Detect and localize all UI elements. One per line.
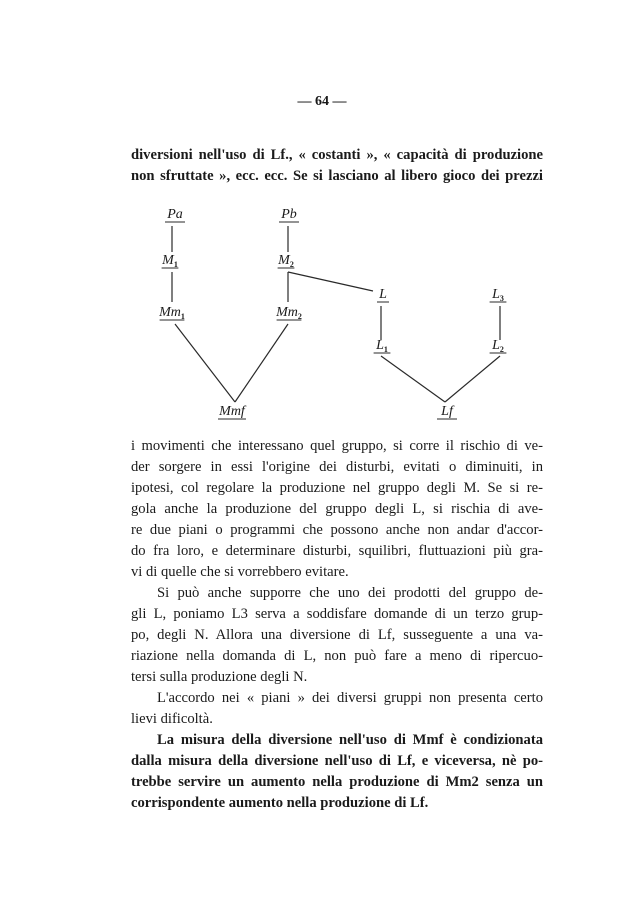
page-number: — 64 — bbox=[297, 94, 347, 109]
diagram-edge-m2-l bbox=[288, 272, 373, 291]
text-line: vi di quelle che si vorrebbero evitare. bbox=[131, 564, 349, 580]
diagram-edges bbox=[172, 226, 500, 402]
node-label: $M_2$ bbox=[278, 253, 294, 269]
text-line: riazione nella domanda di L, non può fare a meno di ripercuo- bbox=[131, 648, 543, 664]
text-line: tersi sulla produzione degli N. bbox=[131, 669, 308, 685]
text-line: re due piani o programmi che possono anche non andar d'accor- bbox=[131, 522, 543, 538]
diagram-node-lf bbox=[437, 404, 457, 419]
text-line: i movimenti che interessano quel gruppo, si corre il rischio di ve- bbox=[131, 438, 543, 454]
diagram-node-mm1 bbox=[158, 305, 185, 321]
diagram-node-pb bbox=[279, 207, 299, 222]
text-line: do fra loro, e determinare disturbi, squilibri, fluttuazioni più gra- bbox=[131, 543, 543, 559]
text-line: lievi dificoltà. bbox=[131, 711, 213, 727]
diagram-node-pa bbox=[165, 207, 185, 222]
diagram-node-l1 bbox=[374, 338, 391, 354]
text-line: corrispondente aumento nella produzione di Lf. bbox=[131, 795, 429, 811]
node-label: Pa bbox=[167, 207, 183, 222]
bottom-paragraph bbox=[131, 436, 543, 814]
text-line: Si può anche supporre che uno dei prodotti del gruppo de- bbox=[157, 585, 543, 601]
text-line: diversioni nell'uso di Lf., « costanti », « capacità di produzione bbox=[131, 147, 543, 163]
diagram-edge-l2-lf bbox=[445, 356, 500, 402]
text-line: dalla misura della diversione nell'uso di Lf, e viceversa, nè po- bbox=[131, 753, 543, 769]
diagram-node-mmf bbox=[218, 404, 247, 419]
text-line: gola anche la produzione del gruppo degli L, si rischia di ave- bbox=[131, 501, 543, 517]
node-label: Pb bbox=[281, 207, 297, 222]
diagram-edge-l1-lf bbox=[381, 356, 445, 402]
diagram-node-m2 bbox=[277, 253, 294, 269]
node-label: $M_1$ bbox=[162, 253, 178, 269]
diagram-node-l2 bbox=[490, 338, 507, 354]
text-line: der sorgere in essi l'origine dei disturbi, evitati o diminuiti, in bbox=[131, 459, 543, 475]
node-label: L bbox=[379, 287, 387, 302]
node-label: $Mm_2$ bbox=[276, 305, 302, 321]
diagram-node-l bbox=[377, 287, 389, 302]
diagram-edge-mm1-mmf bbox=[175, 324, 235, 402]
diagram-edge-mm2-mmf bbox=[235, 324, 288, 402]
text-line: non sfruttate », ecc. ecc. Se si lasciano al libero gioco dei prezzi bbox=[131, 168, 543, 184]
diagram-node-mm2 bbox=[275, 305, 302, 321]
text-line: La misura della diversione nell'uso di Mmf è condizionata bbox=[157, 732, 543, 748]
node-label: $L_3$ bbox=[492, 287, 504, 303]
node-label: $L_2$ bbox=[492, 338, 504, 354]
node-label: Lf bbox=[441, 404, 453, 419]
text-line: L'accordo nei « piani » dei diversi gruppi non presenta certo bbox=[157, 690, 543, 706]
diagram-nodes bbox=[158, 207, 506, 419]
node-label: $Mm_1$ bbox=[159, 305, 185, 321]
node-label: $L_1$ bbox=[376, 338, 388, 354]
text-line: po, degli N. Allora una diversione di Lf, susseguente a una va- bbox=[131, 627, 543, 643]
text-line: trebbe servire un aumento nella produzione di Mm2 senza un bbox=[131, 774, 543, 790]
node-label: Mmf bbox=[219, 404, 245, 419]
text-line: gli L, poniamo L3 serva a soddisfare domande di un terzo grup- bbox=[131, 606, 543, 622]
diagram-node-l3 bbox=[490, 287, 507, 303]
diagram-node-m1 bbox=[161, 253, 178, 269]
text-line: ipotesi, col regolare la produzione nel gruppo degli M. Se si re- bbox=[131, 480, 543, 496]
